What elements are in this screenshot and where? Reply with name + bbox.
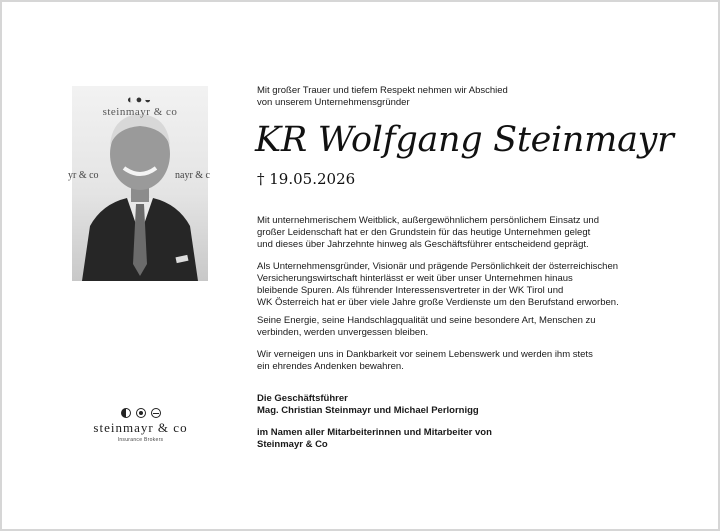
paragraph-vision: Mit unternehmerischem Weitblick, außergewöhnlichem persönlichem Einsatz und großer Leidenschaft hat er den Grundstein für das heutige Unternehmen gelegt und dieses über Jahrzehnte hinweg als Geschäftsführer entscheidend geprägt.: [257, 215, 599, 250]
death-date: † 19.05.2026: [257, 170, 356, 188]
paragraph-gratitude: Wir verneigen uns in Dankbarkeit vor seinem Lebenswerk und werden ihm stets ein ehrendes Andenken bewahren.: [257, 349, 593, 372]
photo-backdrop-logo: ◐●◒ steinmayr & co: [102, 94, 178, 118]
intro-text: Mit großer Trauer und tiefem Respekt nehmen wir Abschied von unserem Unternehmensgründer: [257, 85, 508, 108]
company-logo: [88, 408, 193, 443]
photo-backdrop-text-left: yr & co: [68, 170, 99, 181]
paragraph-legacy: Als Unternehmensgründer, Visionär und prägende Persönlichkeit der österreichischen Versicherungswirtschaft hinterlässt er weit über unser Unternehmen hinaus bleibende Spuren. Als führender Interessensvertreter in der WK Tirol und WK Österreich hat er über viele Jahre große Verdienste um den Berufstand erworben.: [257, 261, 619, 308]
signature-staff: im Namen aller Mitarbeiterinnen und Mitarbeiter von Steinmayr & Co: [257, 427, 492, 450]
deceased-name: KR Wolfgang Steinmayr: [255, 120, 674, 160]
paragraph-energy: Seine Energie, seine Handschlagqualität und seine besondere Art, Menschen zu verbinden, werden unvergessen bleiben.: [257, 315, 596, 338]
signature-managers: Die Geschäftsführer Mag. Christian Steinmayr und Michael Perlornigg: [257, 393, 479, 416]
logo-tagline: Insurance Brokers: [117, 437, 164, 443]
portrait-photo: [68, 86, 210, 281]
photo-backdrop-text-right: nayr & c: [175, 170, 210, 181]
logo-wordmark: steinmayr & co: [93, 420, 188, 435]
logo-mark-icon: [88, 408, 193, 418]
